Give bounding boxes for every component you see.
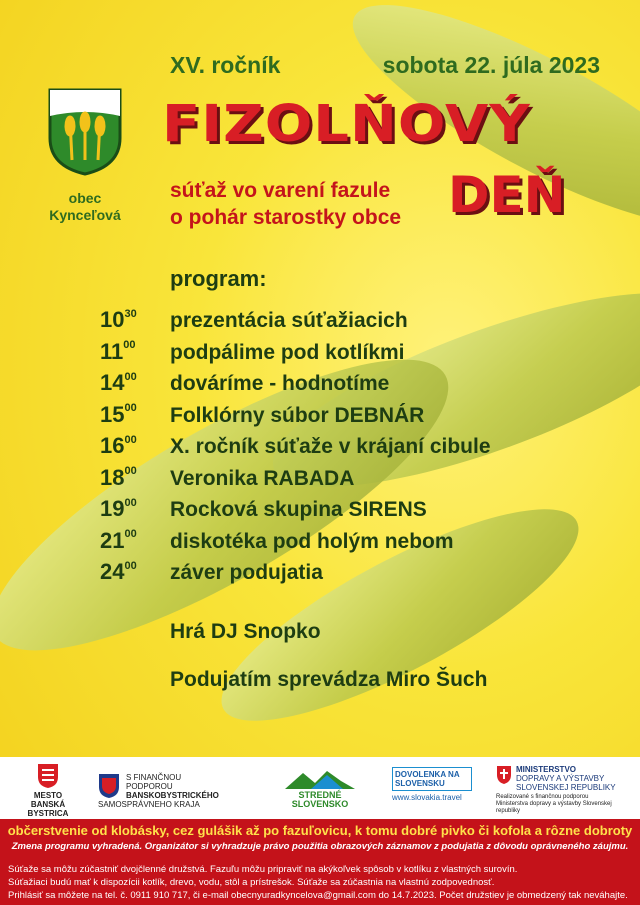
time: $15^{00}$	[100, 401, 137, 427]
activity: diskotéka pod holým nebom	[170, 529, 454, 553]
city-crest-icon	[37, 763, 59, 789]
ministry-note2: Ministerstva dopravy a výstavby Slovenskej republiky	[496, 801, 612, 814]
event-title: FIZOLŇOVÝ	[162, 95, 531, 154]
notice-text: Zmena programu vyhradená. Organizátor si vyhradzuje právo použitia obrazových záznamov z podujatia z dôvodu oprávneného záujmu.	[11, 841, 629, 852]
region-line2: BANSKOBYSTRICKÉHO	[126, 791, 219, 800]
village-line2: Kynceľová	[49, 207, 121, 223]
ministry-note1: Realizované s finančnou podporou	[496, 794, 589, 800]
time: $18^{00}$	[100, 464, 137, 490]
activity: záver podujatia	[170, 561, 323, 584]
village-line1: obec	[68, 190, 102, 206]
dovolenka-url: www.slovakia.travel	[392, 793, 462, 802]
activity: prezentácia súťažiacich	[170, 309, 408, 332]
stredne-slovensko-logo	[270, 769, 370, 809]
program-heading: program:	[170, 266, 267, 291]
footer	[0, 819, 640, 905]
edition-label: XV. ročník	[170, 52, 281, 78]
subtitle-line2: o pohár starostky obce	[170, 206, 402, 229]
city-line1: MESTO	[33, 791, 63, 800]
dovolenka-line2: SLOVENSKU	[395, 779, 445, 788]
schedule-row	[100, 402, 491, 434]
region-logo	[98, 773, 228, 809]
time: $14^{00}$	[100, 370, 137, 395]
village-crest-logo	[46, 86, 124, 176]
city-line2: BANSKÁ BYSTRICA	[27, 800, 69, 818]
program-schedule	[100, 307, 491, 591]
stredne-label: STREDNÉ SLOVENSKO	[291, 790, 349, 809]
schedule-row	[100, 307, 491, 339]
schedule-row	[100, 465, 491, 497]
activity: Rocková skupina SIRENS	[170, 498, 427, 521]
rules-line1: Súťaže sa môžu zúčastniť dvojčlenné družstvá. Fazuľu môžu pripraviť na akýkoľvek spôsob v kotlíku z vlastných surovín.	[8, 864, 518, 875]
rules-line3: Prihlásiť sa môžete na tel. č. 0911 910 717, či e-mail obecnyuradkyncelova@gmail.com do 14.7.2023. Počet družstiev je obmedzený tak neváhajte.	[8, 890, 628, 901]
activity: Veronika RABADA	[170, 466, 355, 490]
region-line1: S FINANČNOU PODPOROU	[126, 773, 182, 791]
schedule-row	[100, 433, 491, 465]
activity: dováríme - hodnotíme	[170, 372, 390, 395]
dj-info: Hrá DJ Snopko	[170, 620, 321, 643]
activity: podpálime pod kotlíkmi	[170, 340, 405, 364]
time: $16^{00}$	[100, 433, 137, 458]
sponsor-logos	[0, 757, 640, 819]
schedule-row	[100, 528, 491, 560]
time: $24^{00}$	[100, 559, 137, 584]
host-info: Podujatím sprevádza Miro Šuch	[170, 668, 488, 691]
ministry-logo	[496, 765, 636, 815]
ministry-line1: MINISTERSTVO	[516, 765, 577, 774]
city-logo	[18, 763, 78, 818]
rules-line2: Súťažiaci budú mať k dispozícii kotlík, drevo, vodu, stôl a prístrešok. Súťaže sa zúčastnia na vlastnú zodpovednosť.	[8, 877, 495, 888]
time: $11^{00}$	[100, 338, 136, 364]
time: $21^{00}$	[100, 527, 137, 553]
mountains-icon	[285, 769, 355, 789]
region-crest-icon	[98, 773, 120, 799]
refreshments-text: občerstvenie od klobásky, cez gulášik až po fazuľovicu, k tomu dobré pivko či kofola a rôzne dobroty	[7, 823, 633, 838]
schedule-row	[100, 559, 491, 591]
ministry-line2: DOPRAVY A VÝSTAVBY	[516, 774, 605, 783]
schedule-row	[100, 339, 491, 371]
event-date: sobota 22. júla 2023	[382, 52, 600, 78]
ministry-line3: SLOVENSKEJ REPUBLIKY	[516, 783, 616, 792]
header	[170, 52, 600, 79]
slovak-crest-icon	[496, 765, 512, 785]
activity: X. ročník súťaže v krájaní cibule	[170, 435, 491, 458]
village-name	[30, 190, 140, 224]
subtitle-line1: súťaž vo varení fazule	[170, 179, 391, 202]
dovolenka-logo	[392, 767, 472, 802]
event-subtitle	[170, 177, 401, 231]
activity: Folklórny súbor DEBNÁR	[170, 403, 425, 427]
region-line3: SAMOSPRÁVNEHO KRAJA	[98, 800, 200, 809]
time: $19^{00}$	[100, 496, 137, 521]
rules-text	[8, 863, 632, 902]
schedule-row	[100, 370, 491, 402]
dovolenka-line1: DOVOLENKA NA	[395, 770, 460, 779]
event-title-day: DEŇ	[448, 166, 566, 224]
schedule-row	[100, 496, 491, 528]
time: $10^{30}$	[100, 307, 137, 332]
